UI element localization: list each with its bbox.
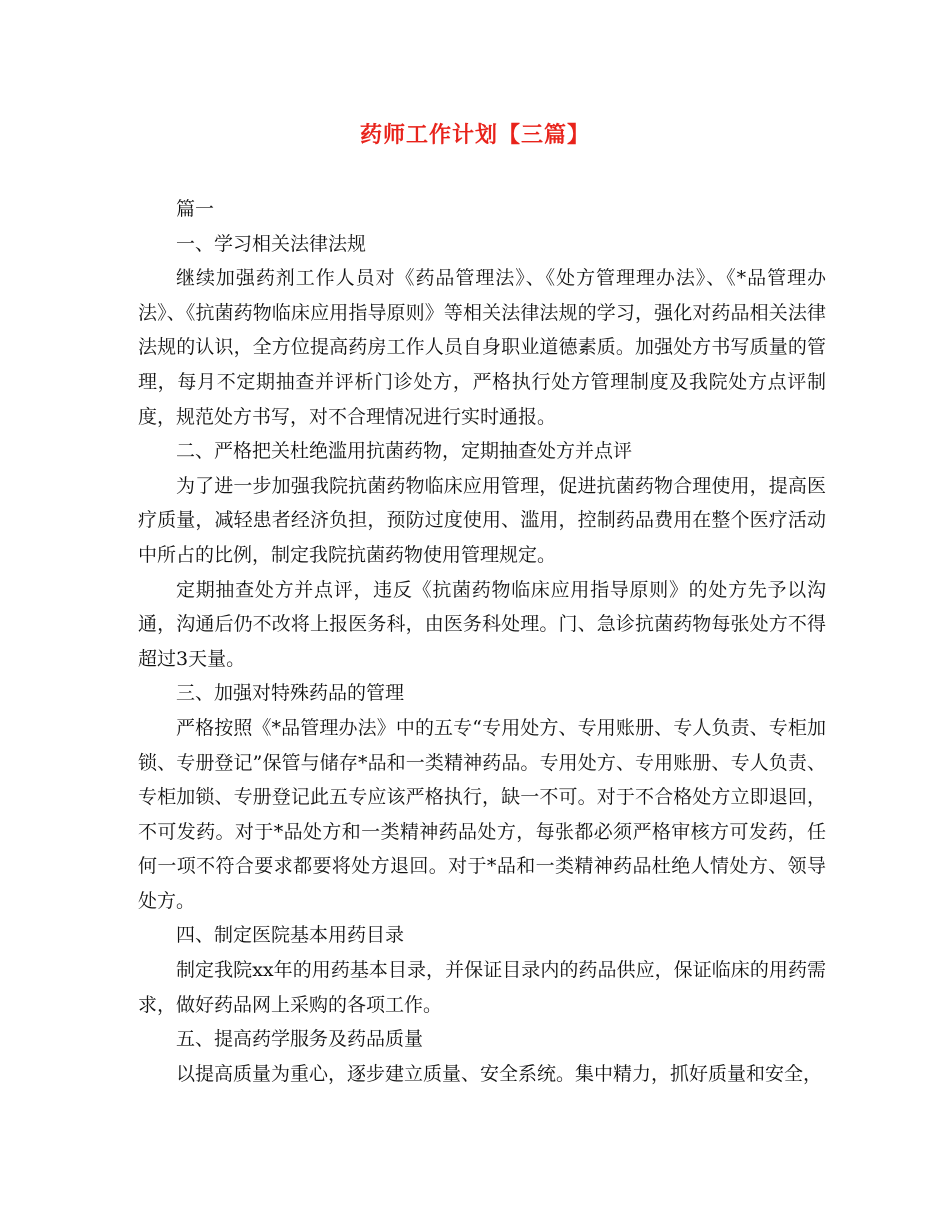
document-title: 药师工作计划【三篇】	[359, 122, 590, 148]
document-body	[138, 192, 826, 1091]
section-heading: 一、学习相关法律法规	[176, 232, 367, 255]
section-heading: 三、加强对特殊药品的管理	[176, 682, 405, 705]
paragraph: 以提高质量为重心，逐步建立质量、安全系统。集中精力，抓好质量和安全，	[176, 1062, 823, 1085]
paragraph: 为了进一步加强我院抗菌药物临床应用管理，促进抗菌药物合理使用，提高医疗质量，减轻患者经济负担，预防过度使用、滥用，控制药品费用在整个医疗活动中所占的比例，制定我院抗菌药物使用管理规定。	[138, 474, 826, 566]
section-heading: 二、严格把关杜绝滥用抗菌药物，定期抽查处方并点评	[176, 440, 633, 463]
section-heading: 四、制定医院基本用药目录	[176, 924, 405, 947]
paragraph: 继续加强药剂工作人员对《药品管理法》、《处方管理理办法》、《*品管理办法》、《抗菌药物临床应用指导原则》等相关法律法规的学习，强化对药品相关法律法规的认识，全方位提高药房工作人员自身职业道德素质。加强处方书写质量的管理，每月不定期抽查并评析门诊处方，严格执行处方管理制度及我院处方点评制度，规范处方书写，对不合理情况进行实时通报。	[138, 267, 826, 428]
paragraph: 制定我院xx年的用药基本目录，并保证目录内的药品供应，保证临床的用药需求，做好药品网上采购的各项工作。	[138, 959, 826, 1016]
section-heading: 五、提高药学服务及药品质量	[176, 1028, 424, 1051]
paragraph: 定期抽查处方并点评，违反《抗菌药物临床应用指导原则》的处方先予以沟通，沟通后仍不改将上报医务科，由医务科处理。门、急诊抗菌药物每张处方不得超过3天量。	[138, 578, 826, 670]
paragraph: 严格按照《*品管理办法》中的五专“专用处方、专用账册、专人负责、专柜加锁、专册登记”保管与储存*品和一类精神药品。专用处方、专用账册、专人负责、专柜加锁、专册登记此五专应该严格执行，缺一不可。对于不合格处方立即退回，不可发药。对于*品处方和一类精神药品处方，每张都必须严格审核方可发药，任何一项不符合要求都要将处方退回。对于*品和一类精神药品杜绝人情处方、领导处方。	[138, 716, 826, 912]
section-label: 篇一	[176, 198, 215, 220]
